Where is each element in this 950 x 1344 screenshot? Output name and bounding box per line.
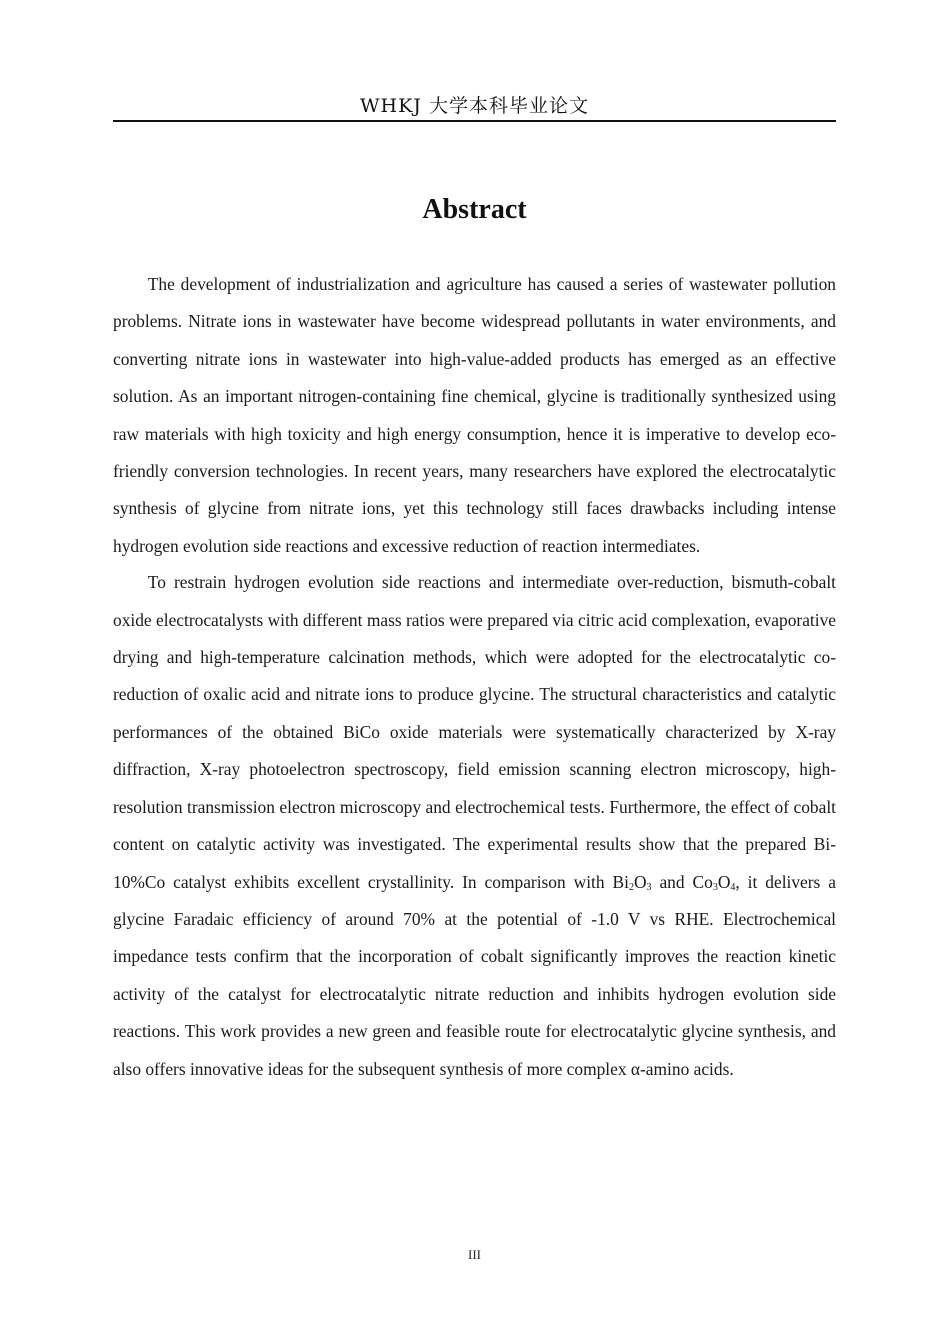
and-connector: and xyxy=(651,871,693,892)
bi-oxygen-element: O xyxy=(633,871,647,892)
abstract-paragraph-2 xyxy=(113,564,836,1088)
co-element: Co xyxy=(692,871,713,892)
page-number: III xyxy=(468,1247,481,1262)
paragraph-2-text-part-1: To restrain hydrogen evolution side reactions and intermediate over-reduction, bismuth-cobalt oxide electrocatalysts with different mass ratios were prepared via citric acid complexation, evaporative drying and high-temperature calcination methods, which were adopted for the electrocatalytic co-reduction of oxalic acid and nitrate ions to produce glycine. The structural characteristics and catalytic performances of the obtained BiCo oxide materials were systematically characterized by X-ray diffraction, X-ray photoelectron spectroscopy, field emission scanning electron microscopy, high-resolution transmission electron microscopy and electrochemical tests. Furthermore, the effect of cobalt content on catalytic activity was investigated. The experimental results show that the prepared Bi-10%Co catalyst exhibits excellent crystallinity. In comparison with xyxy=(113,572,836,892)
co3o4-formula xyxy=(693,872,736,892)
abstract-title: Abstract xyxy=(422,194,527,225)
abstract-paragraph-1: The development of industrialization and agriculture has caused a series of wastewater pollution problems. Nitrate ions in wastewater have become widespread pollutants in water environments, and converting nitrate ions in wastewater into high-value-added products has emerged as an effective solution. As an important nitrogen-containing fine chemical, glycine is traditionally synthesized using raw materials with high toxicity and high energy consumption, hence it is imperative to develop eco-friendly conversion technologies. In recent years, many researchers have explored the electrocatalytic synthesis of glycine from nitrate ions, yet this technology still faces drawbacks including intense hydrogen evolution side reactions and excessive reduction of reaction intermediates. xyxy=(113,274,836,556)
bi-oxygen-subscript: 3 xyxy=(646,881,652,893)
co-oxygen-element: O xyxy=(717,871,731,892)
co-subscript: 3 xyxy=(712,881,718,893)
running-header-title: WHKJ 大学本科毕业论文 xyxy=(360,95,589,117)
bi2o3-formula xyxy=(613,872,652,892)
co-oxygen-subscript: 4 xyxy=(730,881,736,893)
paragraph-2-text-part-2: , it delivers a glycine Faradaic efficiency of around 70% at the potential of -1.0 V vs RHE. Electrochemical impedance tests confirm that the incorporation of cobalt significantly improves the reaction kinetic activity of the catalyst for electrocatalytic nitrate reduction and inhibits hydrogen evolution side reactions. This work provides a new green and feasible route for electrocatalytic glycine synthesis, and also offers innovative ideas for the subsequent synthesis of more complex α-amino acids. xyxy=(113,871,836,1079)
bi-element: Bi xyxy=(612,871,629,892)
running-header xyxy=(113,92,836,122)
bi-subscript: 2 xyxy=(628,881,634,893)
abstract-body xyxy=(113,266,836,1088)
